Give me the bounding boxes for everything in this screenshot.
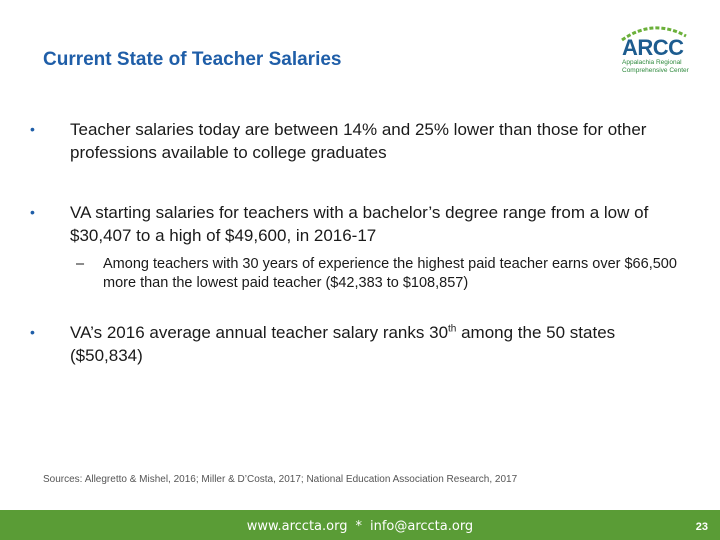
bullet-marker: • [30, 324, 35, 340]
footer-bar [0, 510, 720, 540]
logo-subtitle [622, 59, 702, 75]
logo-wordmark: ARCC [622, 35, 684, 60]
footer-contact [0, 519, 720, 534]
arcc-logo [608, 22, 698, 80]
footer-email-link[interactable]: info@arccta.org [369, 519, 474, 534]
logo-subtitle-line1: Appalachia Regional [622, 59, 682, 66]
sub-bullet-text: Among teachers with 30 years of experience the highest paid teacher earns over $66,500 more than the lowest paid teacher ($42,383 to $108,857) [103, 256, 677, 291]
logo-subtitle-line2: Comprehensive Center [622, 67, 689, 74]
bullet-text: VA starting salaries for teachers with a bachelor’s degree range from a low of $30,407 to a high of $49,600, in 2016-17 [70, 203, 649, 245]
ordinal-suffix: th [448, 323, 457, 335]
page-number: 23 [695, 521, 708, 533]
bullet-text: Teacher salaries today are between 14% and 25% lower than those for other professions available to college graduates [70, 120, 647, 162]
bullet-text-part: among the 50 states ($50,834) [70, 323, 616, 365]
bullet-list [30, 118, 690, 367]
bullet-item [30, 321, 690, 367]
footer-website-link[interactable]: www.arccta.org [246, 519, 348, 534]
footer-separator: * [355, 519, 362, 534]
bullet-marker: • [30, 204, 35, 220]
bullet-item [30, 118, 690, 164]
slide-title: Current State of Teacher Salaries [43, 49, 342, 70]
bullet-text-part: VA’s 2016 average annual teacher salary ranks 30 [70, 323, 449, 342]
sources-citation: Sources: Allegretto & Mishel, 2016; Miller & D’Costa, 2017; National Education Association Research, 2017 [43, 474, 518, 485]
sub-bullet-marker: – [76, 256, 85, 272]
bullet-item [30, 201, 690, 247]
bullet-marker: • [30, 121, 35, 137]
sub-bullet-item [30, 255, 690, 293]
